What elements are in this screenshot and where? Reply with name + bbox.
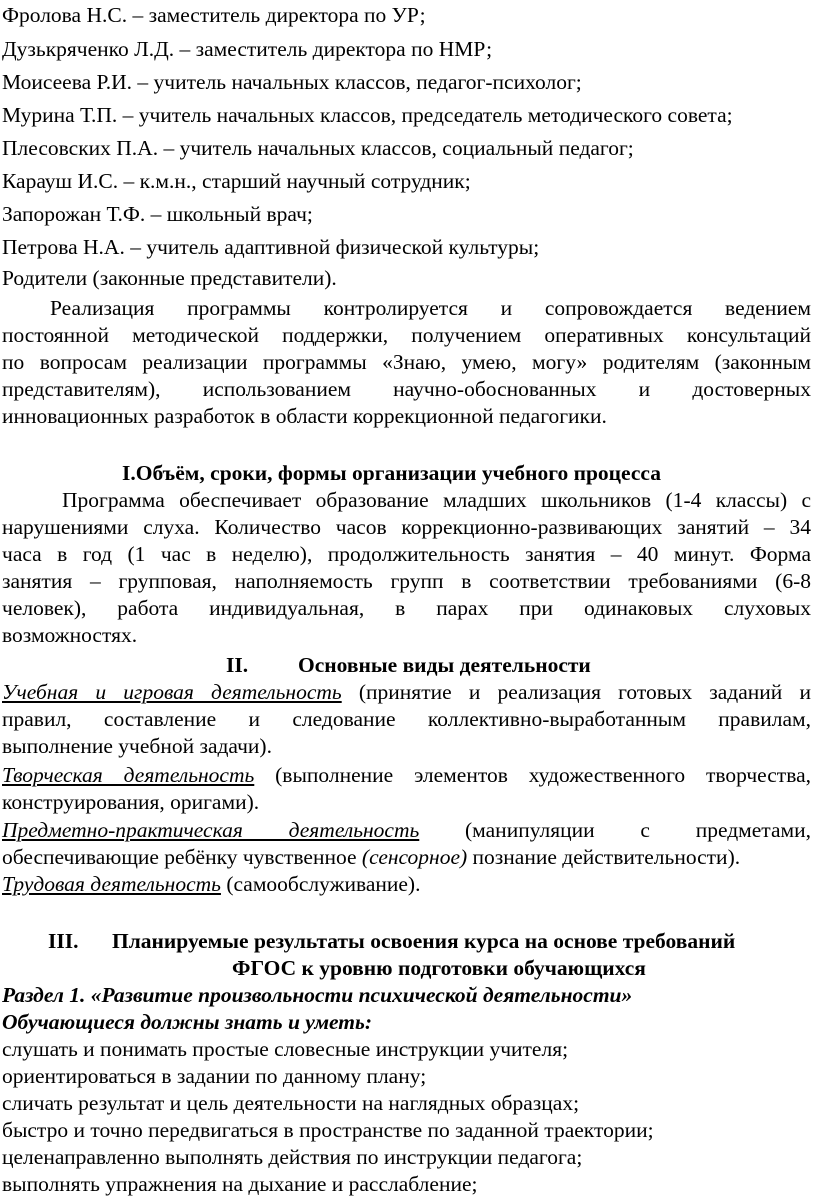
paragraph-line: человек), работа индивидуальная, в парах при одинаковых слуховых — [2, 596, 811, 620]
activity-line — [2, 817, 811, 843]
skill-item: быстро и точно передвигаться в пространстве по заданной траектории; — [2, 1118, 654, 1142]
activity-text: (манипуляции с предметами, — [419, 818, 811, 842]
activity-text: познание действительности). — [467, 845, 741, 869]
paragraph-line: нарушениями слуха. Количество часов коррекционно-развивающих занятий – 34 — [2, 515, 811, 539]
section-heading: ФГОС к уровню подготовки обучающихся — [232, 956, 646, 980]
staff-line: Запорожан Т.Ф. – школьный врач; — [2, 202, 313, 226]
paragraph-line: возможностях. — [2, 623, 138, 647]
activity-title: Трудовая деятельность — [2, 872, 221, 896]
paragraph-line: часа в год (1 час в неделю), продолжительность занятия – 40 минут. Форма — [2, 542, 811, 566]
skill-item: выполнять упражнения на дыхание и расслабление; — [2, 1172, 478, 1196]
activity-line — [2, 871, 420, 897]
paragraph-line: инновационных разработок в области коррекционной педагогики. — [2, 404, 607, 428]
activity-text: (принятие и реализация готовых заданий и — [341, 680, 811, 704]
section-heading: Основные виды деятельности — [298, 653, 591, 677]
staff-line: Дузькряченко Л.Д. – заместитель директора по НМР; — [2, 37, 493, 61]
part-title: Раздел 1. «Развитие произвольности психической деятельности» — [2, 983, 633, 1007]
activity-line: выполнение учебной задачи). — [2, 734, 272, 758]
activity-line: конструирования, оригами). — [2, 790, 260, 814]
section-heading: I.Объём, сроки, формы организации учебного процесса — [122, 461, 661, 485]
staff-line: Петрова Н.А. – учитель адаптивной физической культуры; — [2, 235, 540, 259]
activity-line — [2, 762, 811, 788]
paragraph-line: по вопросам реализации программы «Знаю, умею, могу» родителям (законным — [2, 350, 811, 374]
paragraph-line: Программа обеспечивает образование младших школьников (1-4 классы) с — [62, 488, 811, 512]
skill-item: сличать результат и цель деятельности на наглядных образцах; — [2, 1091, 580, 1115]
skill-item: целенаправленно выполнять действия по инструкции педагога; — [2, 1145, 583, 1169]
staff-line: Карауш И.С. – к.м.н., старший научный сотрудник; — [2, 169, 471, 193]
activity-text: (самообслуживание). — [220, 872, 421, 896]
paragraph-line: постоянной методической поддержки, получением оперативных консультаций — [2, 323, 811, 347]
activity-text: (выполнение элементов художественного творчества, — [254, 763, 811, 787]
staff-line: Мурина Т.П. – учитель начальных классов, председатель методического совета; — [2, 103, 733, 127]
activity-line — [2, 844, 740, 870]
skill-item: ориентироваться в задании по данному плану; — [2, 1064, 427, 1088]
staff-line: Плесовских П.А. – учитель начальных классов, социальный педагог; — [2, 136, 634, 160]
paragraph-line: Реализация программы контролируется и сопровождается ведением — [50, 296, 811, 320]
section-heading: Планируемые результаты освоения курса на основе требований — [112, 929, 736, 953]
staff-line: Фролова Н.С. – заместитель директора по УР; — [2, 3, 426, 27]
skill-item: слушать и понимать простые словесные инструкции учителя; — [2, 1037, 569, 1061]
activity-line — [2, 679, 811, 705]
activity-text: обеспечивающие ребёнку чувственное — [2, 845, 362, 869]
section-number: III. — [48, 929, 79, 953]
activity-text-italic: (сенсорное) — [361, 845, 468, 869]
part-subtitle: Обучающиеся должны знать и уметь: — [2, 1010, 373, 1034]
activity-title: Творческая деятельность — [2, 763, 255, 787]
section-number: II. — [226, 653, 249, 677]
staff-line: Родители (законные представители). — [2, 266, 337, 290]
activity-title: Учебная и игровая деятельность — [2, 680, 342, 704]
activity-title: Предметно-практическая деятельность — [2, 818, 420, 842]
staff-line: Моисеева Р.И. – учитель начальных классов, педагог-психолог; — [2, 70, 582, 94]
paragraph-line: занятия – групповая, наполняемость групп в соответствии требованиями (6-8 — [2, 569, 811, 593]
activity-line: правил, составление и следование коллективно-выработанным правилам, — [2, 707, 811, 731]
paragraph-line: представителям), использованием научно-обоснованных и достоверных — [2, 377, 811, 401]
